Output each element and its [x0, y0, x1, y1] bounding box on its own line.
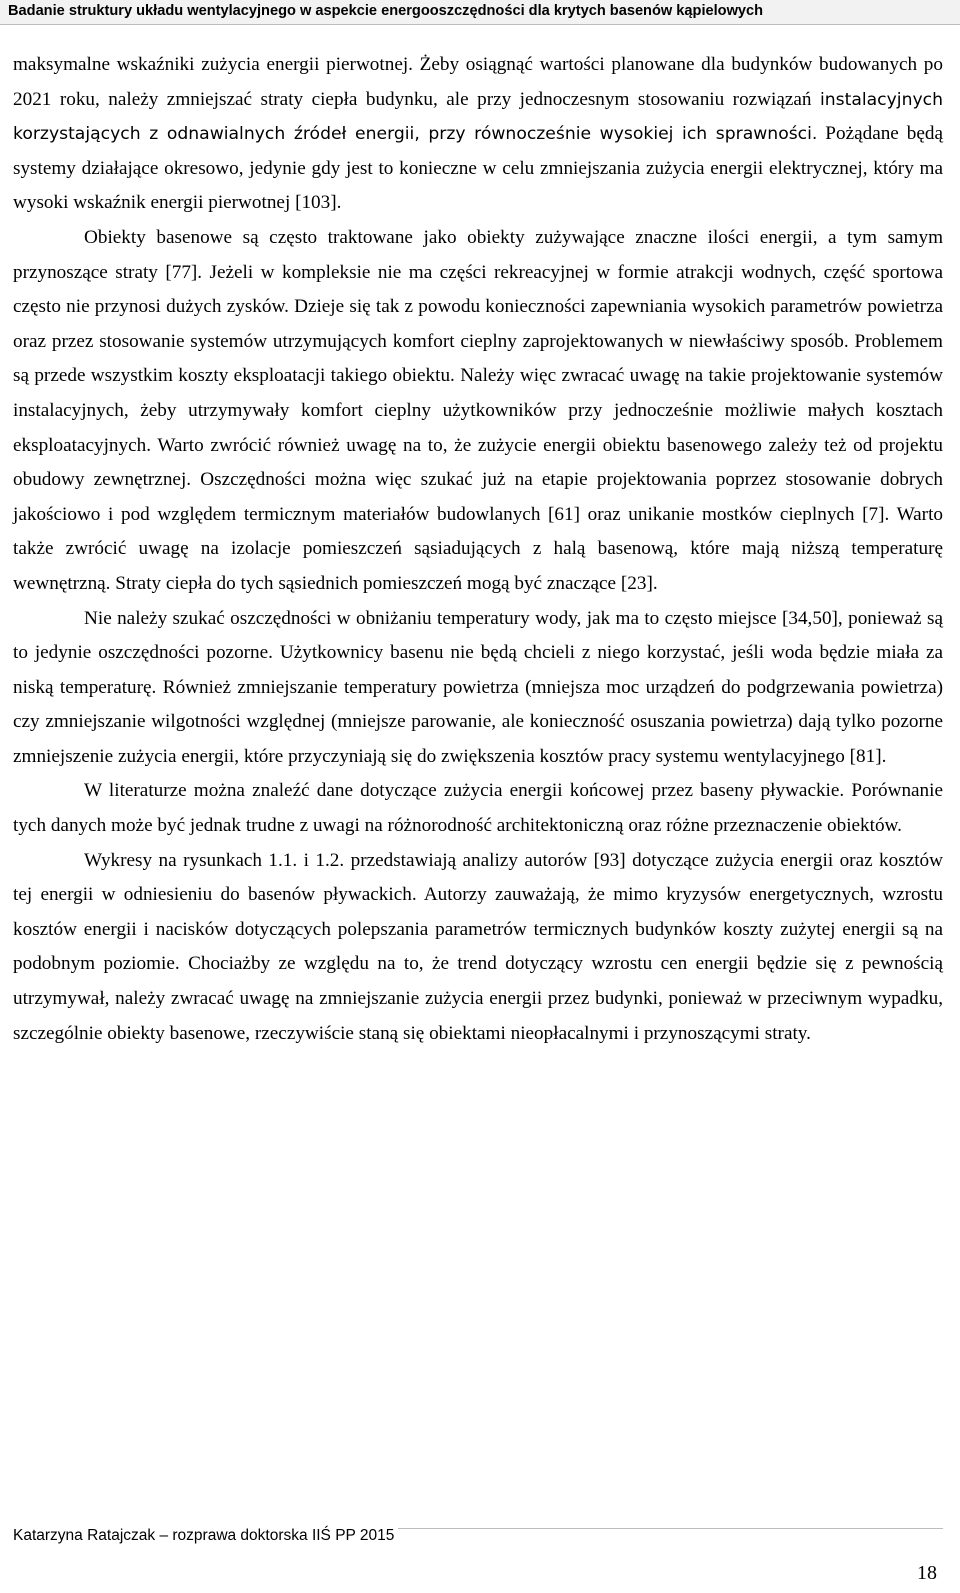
paragraph-5 [13, 844, 943, 1052]
page-footer [0, 1528, 960, 1593]
paragraph-3 [13, 602, 943, 775]
footer-author-line: Katarzyna Ratajczak – rozprawa doktorska IIŚ PP 2015 [13, 1527, 398, 1545]
running-header [0, 0, 960, 25]
paragraph-1-segment-3: Pożądane będą systemy działające okresowo, jedynie gdy jest to konieczne w celu zmniejszania zużycia energii elektrycznej, który ma wysoki wskaźnik energii pierwotnej [103]. [13, 123, 943, 214]
paragraph-5-text: Wykresy na rysunkach 1.1. i 1.2. przedstawiają analizy autorów [93] dotyczące zużycia energii oraz kosztów tej energii w odniesieniu do basenów pływackich. Autorzy zauważają, że mimo kryzysów energetycznych, wzrostu kosztów energii i nacisków dotyczących polepszania parametrów termicznych budynków koszty zużytej energii są na podobnym poziomie. Chociażby ze względu na to, że trend dotyczący wzrostu cen energii będzie się z pewnością utrzymywał, należy zwracać uwagę na zmniejszanie zużycia energii przez budynki, ponieważ w przeciwnym wypadku, szczególnie obiekty basenowe, rzeczywiście staną się obiektami nieopłacalnymi i przynoszącymi straty. [13, 849, 943, 1044]
paragraph-4 [13, 774, 943, 843]
paragraph-1-segment-2: instalacyjnych korzystających z odnawialnych źródeł energii, przy równocześnie wysokiej ich sprawności. [13, 89, 943, 145]
paragraph-4-text: W literaturze można znaleźć dane dotyczące zużycia energii końcowej przez baseny pływackie. Porównanie tych danych może być jednak trudne z uwagi na różnorodność architektoniczną oraz różne przeznaczenie obiektów. [13, 780, 943, 837]
paragraph-2 [13, 221, 943, 602]
running-header-title: Badanie struktury układu wentylacyjnego w aspekcie energooszczędności dla krytych basenów kąpielowych [8, 3, 764, 19]
document-body [13, 48, 943, 1051]
paragraph-2-text: Obiekty basenowe są często traktowane jako obiekty zużywające znaczne ilości energii, a tym samym przynoszące straty [77]. Jeżeli w kompleksie nie ma części rekreacyjnej w formie atrakcji wodnych, część sportowa często nie przynosi dużych zysków. Dzieje się tak z powodu konieczności zapewniania wysokich parametrów powietrza oraz przez stosowanie systemów utrzymujących komfort cieplny zaprojektowanych w niewłaściwy sposób. Problemem są przede wszystkim koszty eksploatacji takiego obiektu. Należy więc zwracać uwagę na takie projektowanie systemów instalacyjnych, żeby utrzymywały komfort cieplny użytkowników przy jednocześnie możliwie małych kosztach eksploatacyjnych. Warto zwrócić również uwagę na to, że zużycie energii obiektu basenowego zależy też od projektu obudowy zewnętrznej. Oszczędności można więc szukać już na etapie projektowania poprzez stosowanie dobrych jakościowo i pod względem termicznym materiałów budowlanych [61] oraz unikanie mostków cieplnych [7]. Warto także zwrócić uwagę na izolacje pomieszczeń sąsiadujących z halą basenową, które mają niższą temperaturę wewnętrzną. Straty ciepła do tych sąsiednich pomieszczeń mogą być znaczące [23]. [13, 226, 943, 594]
paragraph-1-segment-1: maksymalne wskaźniki zużycia energii pierwotnej. Żeby osiągnąć wartości planowane dla budynków budowanych po 2021 roku, należy zmniejszać straty ciepła budynku, ale przy jednoczesnym stosowaniu rozwiązań [13, 54, 943, 110]
paragraph-3-text: Nie należy szukać oszczędności w obniżaniu temperatury wody, jak ma to często miejsce [34,50], ponieważ są to jedynie oszczędności pozorne. Użytkownicy basenu nie będą chcieli z niego korzystać, jeśli woda będzie miała za niską temperaturę. Również zmniejszanie temperatury powietrza (mniejsza moc urządzeń do podgrzewania powietrza) czy zmniejszanie wilgotności względnej (mniejsze parowanie, ale konieczność osuszania powietrza) dają tylko pozorne zmniejszenie zużycia energii, które przyczyniają się do zwiększenia kosztów pracy systemu wentylacyjnego [81]. [13, 607, 943, 767]
page-number: 18 [917, 1562, 937, 1584]
paragraph-1 [13, 48, 943, 221]
